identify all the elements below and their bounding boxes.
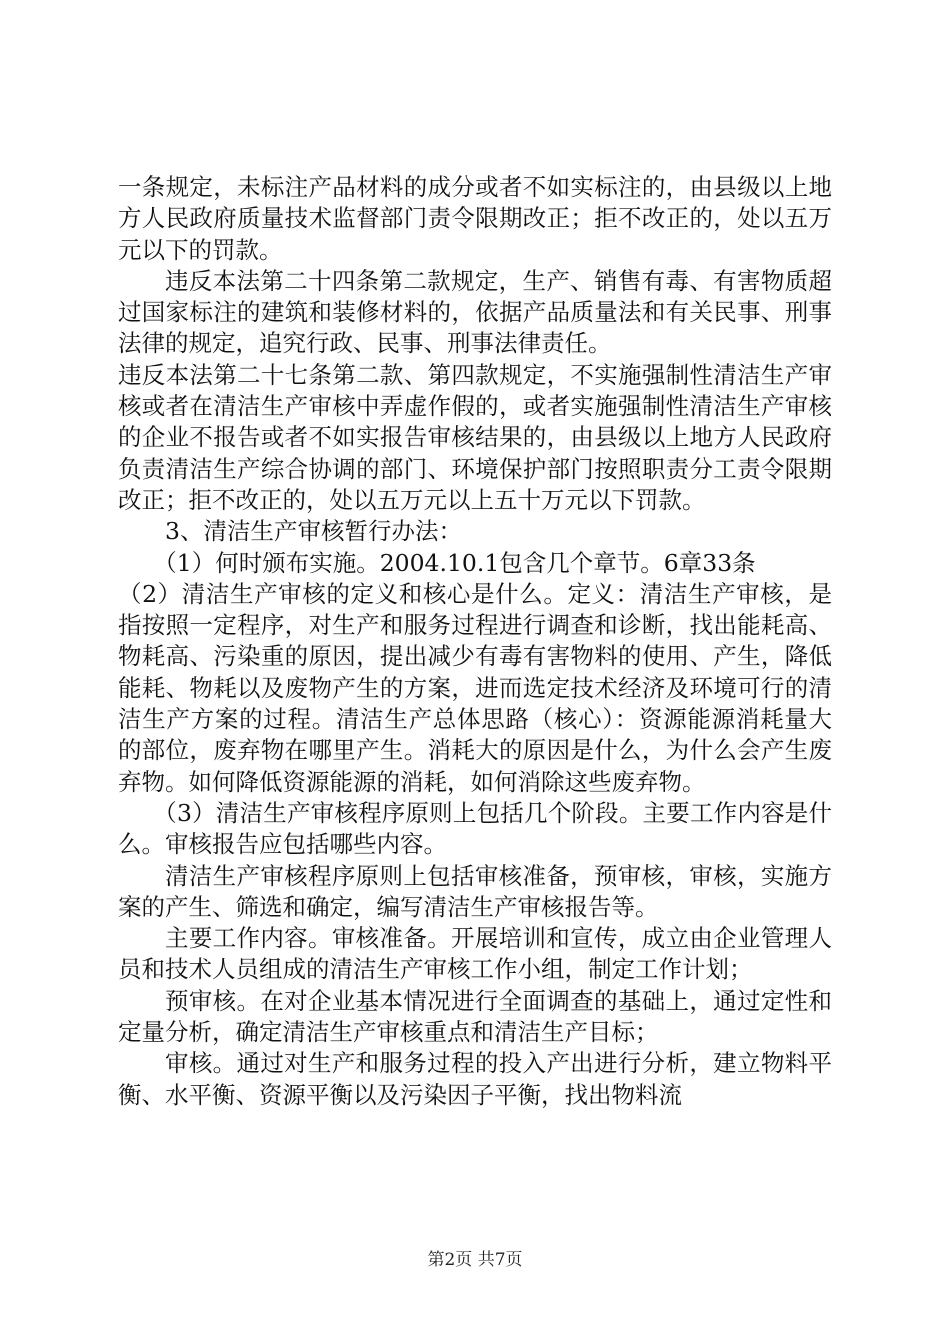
paragraph: 清洁生产审核程序原则上包括审核准备，预审核，审核，实施方案的产生、筛选和确定，编写清洁生产审核报告等。 bbox=[118, 861, 832, 921]
paragraph: 违反本法第二十七条第二款、第四款规定，不实施强制性清洁生产审核或者在清洁生产审核中弄虚作假的，或者实施强制性清洁生产审核的企业不报告或者不如实报告审核结果的，由县级以上地方人民政府负责清洁生产综合协调的部门、环境保护部门按照职责分工责令限期改正；拒不改正的，处以五万元以上五十万元以下罚款。 bbox=[118, 360, 832, 514]
paragraph: （3）清洁生产审核程序原则上包括几个阶段。主要工作内容是什么。审核报告应包括哪些内容。 bbox=[118, 798, 832, 859]
document-body bbox=[118, 172, 832, 1111]
page-footer bbox=[0, 1245, 950, 1270]
paragraph: 一条规定，未标注产品材料的成分或者不如实标注的，由县级以上地方人民政府质量技术监督部门责令限期改正；拒不改正的，处以五万元以下的罚款。 bbox=[118, 173, 832, 264]
paragraph: 违反本法第二十四条第二款规定，生产、销售有毒、有害物质超过国家标注的建筑和装修材料的，依据产品质量法和有关民事、刑事法律的规定，追究行政、民事、刑事法律责任。 bbox=[118, 266, 832, 358]
paragraph: （2）清洁生产审核的定义和核心是什么。定义：清洁生产审核，是指按照一定程序，对生产和服务过程进行调查和诊断，找出能耗高、物耗高、污染重的原因，提出减少有毒有害物料的使用、产生，降低能耗、物耗以及废物产生的方案，进而选定技术经济及环境可行的清洁生产方案的过程。清洁生产总体思路（核心）：资源能源消耗量大的部位，废弃物在哪里产生。消耗大的原因是什么，为什么会产生废弃物。如何降低资源能源的消耗，如何消除这些废弃物。 bbox=[118, 579, 832, 796]
paragraph: 预审核。在对企业基本情况进行全面调查的基础上，通过定性和定量分析，确定清洁生产审核重点和清洁生产目标； bbox=[118, 986, 832, 1047]
page-number: 第2页 共7页 bbox=[427, 1250, 523, 1270]
paragraph: 审核。通过对生产和服务过程的投入产出进行分析，建立物料平衡、水平衡、资源平衡以及污染因子平衡，找出物料流 bbox=[118, 1049, 832, 1109]
paragraph: 主要工作内容。审核准备。开展培训和宣传，成立由企业管理人员和技术人员组成的清洁生产审核工作小组，制定工作计划； bbox=[118, 924, 832, 984]
paragraph: 3、清洁生产审核暂行办法： bbox=[165, 517, 462, 546]
paragraph: （1）何时颁布实施。2004.10.1包含几个章节。6章33条 bbox=[153, 548, 756, 577]
